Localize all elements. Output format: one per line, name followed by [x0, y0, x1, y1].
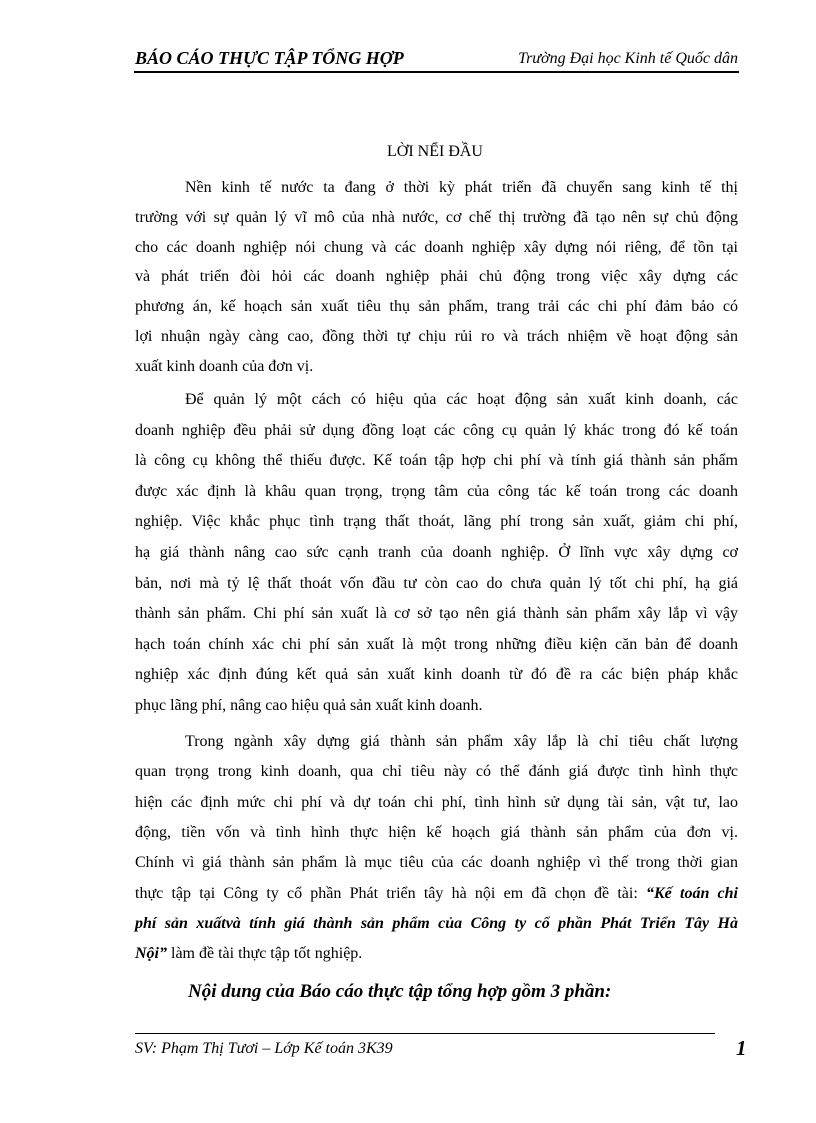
paragraph-2-line	[135, 482, 738, 502]
paragraph-2-line	[135, 574, 738, 594]
paragraph-3-line	[135, 853, 738, 873]
paragraph-2-line	[135, 451, 738, 471]
body-text-segment: Để quản lý một cách có hiệu qủa các hoạt động sản xuất kinh doanh, các	[185, 391, 738, 408]
paragraph-1-line	[135, 357, 738, 377]
body-text-segment: hạch toán chính xác chi phí sản xuất là một trong những điều kiện căn bản để doanh	[135, 635, 738, 653]
footer-divider	[135, 1033, 715, 1034]
paragraph-1-line	[135, 267, 738, 287]
body-text-segment: cho các doanh nghiệp nói chung và các doanh nghiệp xây dựng nói riêng, để tồn tại	[135, 238, 738, 256]
paragraph-1-line	[135, 208, 738, 228]
page-number: 1	[736, 1036, 747, 1060]
body-text-segment: được xác định là khâu quan trọng, trọng tâm của công tác kế toán trong các doanh	[135, 482, 738, 500]
body-text-segment: làm đề tài thực tập tốt nghiệp.	[167, 945, 363, 963]
thesis-title-text: “Kế toán chi	[646, 884, 739, 902]
paragraph-2-line	[135, 543, 738, 563]
body-text-segment: là công cụ không thể thiếu được. Kế toán tập hợp chi phí và tính giá thành sản phẩm	[135, 452, 738, 470]
body-text-segment: lợi nhuận ngày càng cao, đồng thời tự chịu rủi ro và trách nhiệm về hoạt động sản	[135, 328, 738, 345]
paragraph-3-line	[135, 944, 738, 964]
body-text-segment: bản, nơi mà tỷ lệ thất thoát vốn đầu tư còn cao do chưa quản lý tốt chi phí, hạ giá	[135, 574, 738, 592]
body-text-segment: thành sản phẩm. Chi phí sản xuất là cơ sở tạo nên giá thành sản phẩm xây lắp vì vậy	[135, 605, 738, 623]
body-text-segment: xuất kinh doanh của đơn vị.	[135, 357, 314, 375]
body-text-segment: nghiệp xác định đúng kết quả sản xuất kinh doanh từ đó đề ra các biện pháp khắc	[135, 666, 738, 684]
paragraph-2-line	[135, 421, 738, 441]
body-text-segment: Trong ngành xây dựng giá thành sản phẩm xây lắp là chỉ tiêu chất lượng	[185, 733, 738, 750]
body-text-segment: doanh nghiệp đều phải sử dụng đồng loạt các công cụ quản lý khác trong đó kế toán	[135, 421, 738, 439]
paragraph-1-line	[135, 327, 738, 347]
header-divider	[134, 71, 739, 73]
paragraph-3-line	[135, 823, 738, 843]
paragraph-2-line	[135, 696, 738, 716]
header-university: Trường Đại học Kinh tế Quốc dân	[518, 50, 738, 67]
body-text-segment: nghiệp. Việc khắc phục tình trạng thất thoát, lãng phí trong sản xuất, giảm chi phí,	[135, 513, 738, 531]
paragraph-3-line	[135, 793, 738, 813]
body-text-segment: phục lãng phí, nâng cao hiệu quả sản xuất kinh doanh.	[135, 697, 483, 714]
paragraph-1-line	[135, 238, 738, 258]
paragraph-2-line	[135, 635, 738, 655]
paragraph-1-line	[185, 178, 738, 198]
header-report-title: BÁO CÁO THỰC TẬP TỔNG HỢP	[135, 48, 404, 68]
paragraph-2-line	[135, 665, 738, 685]
paragraph-1-line	[135, 297, 738, 317]
page-title: LỜI NỂI ĐẦU	[387, 143, 483, 160]
body-text-segment: động, tiền vốn và tình hình thực hiện kế hoạch giá thành sản phẩm của đơn vị.	[135, 823, 738, 841]
body-text-segment: quan trọng trong kinh doanh, qua chỉ tiêu này có thể đánh giá được tình hình thực	[135, 763, 738, 781]
paragraph-2-line	[135, 512, 738, 532]
body-text-segment: trường với sự quản lý vĩ mô của nhà nước, cơ chế thị trường đã tạo nên sự chủ động	[135, 208, 738, 226]
thesis-title-text: phí sản xuấtvà tính giá thành sản phẩm của Công ty cổ phần Phát Triển Tây Hà	[135, 914, 738, 932]
body-text-segment: và phát triển đòi hỏi các doanh nghiệp phải chủ động trong việc xây dựng các	[135, 268, 738, 286]
section-heading: Nội dung của Báo cáo thực tập tổng hợp gồm 3 phần:	[188, 981, 612, 1002]
body-text-segment: phương án, kế hoạch sản xuất tiêu thụ sản phẩm, trang trải các chi phí đảm bảo có	[135, 298, 738, 316]
thesis-title-text: Nội”	[135, 945, 167, 963]
paragraph-3-line	[135, 914, 738, 934]
body-text-segment: hạ giá thành nâng cao sức cạnh tranh của doanh nghiệp. Ở lĩnh vực xây dựng cơ	[135, 544, 738, 561]
body-text-segment: hiện các định mức chi phí và dự toán chi phí, tình hình sử dụng tài sản, vật tư, lao	[135, 793, 738, 811]
body-text-segment: Nền kinh tế nước ta đang ở thời kỳ phát triển đã chuyển sang kinh tế thị	[185, 179, 738, 196]
body-text-segment: Chính vì giá thành sản phẩm là mục tiêu của các doanh nghiệp vì thế trong thời gian	[135, 854, 738, 872]
footer-student-info: SV: Phạm Thị Tươi – Lớp Kế toán 3K39	[135, 1040, 393, 1057]
paragraph-3-line	[135, 762, 738, 782]
paragraph-3-line	[135, 884, 738, 904]
paragraph-3-line	[185, 732, 738, 752]
body-text-segment: thực tập tại Công ty cổ phần Phát triển tây hà nội em đã chọn đề tài:	[135, 884, 646, 902]
paragraph-2-line	[135, 604, 738, 624]
paragraph-2-line	[185, 390, 738, 410]
